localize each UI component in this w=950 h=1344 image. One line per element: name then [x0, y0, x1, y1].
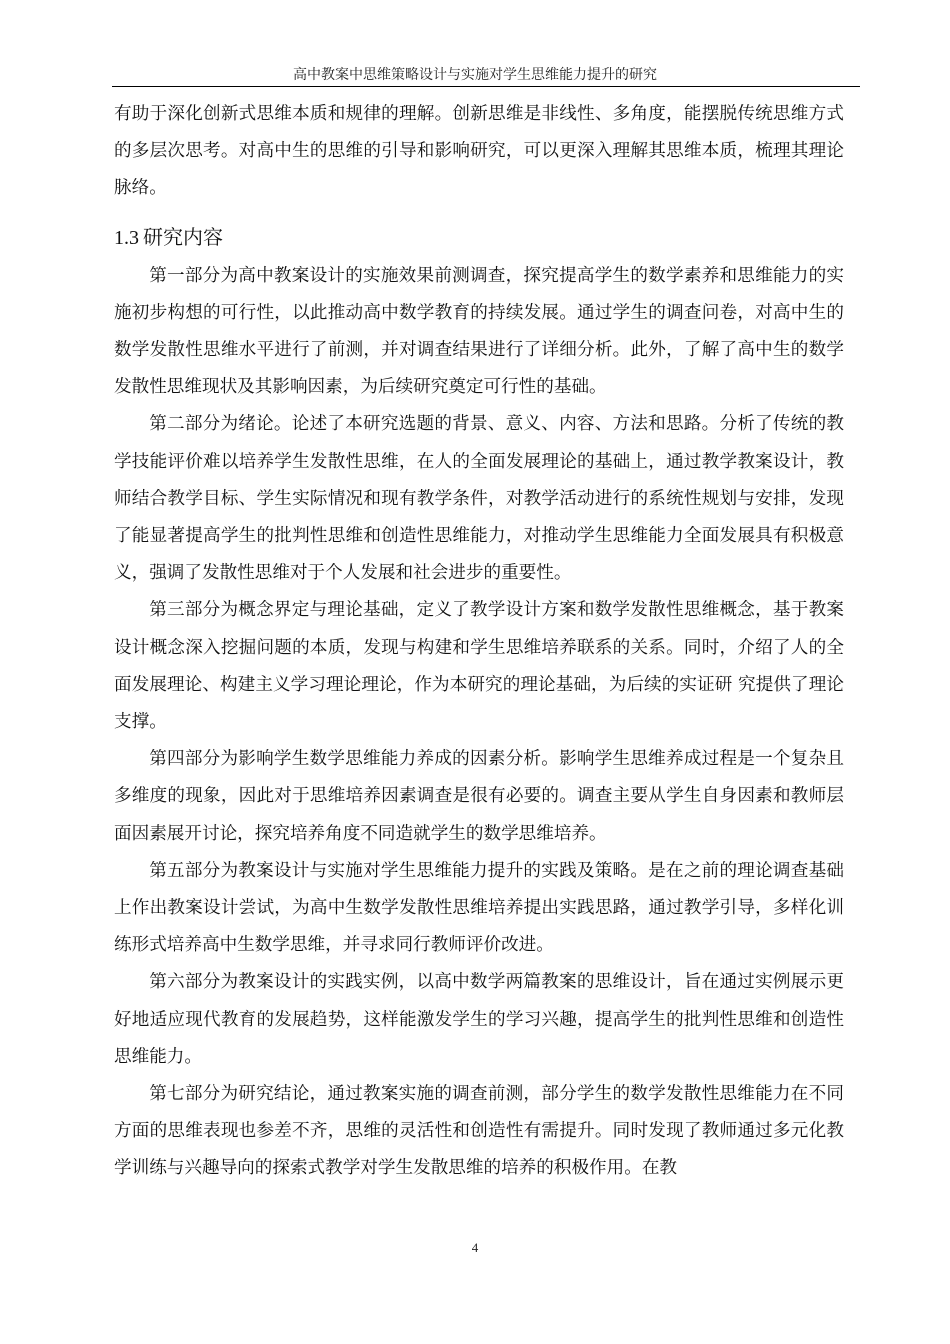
section-number: 1.3	[114, 226, 139, 249]
paragraph-part-4: 第四部分为影响学生数学思维能力养成的因素分析。影响学生思维养成过程是一个复杂且多维度的现象，因此对于思维培养因素调查是很有必要的。调查主要从学生自身因素和教师层面因素展开讨论，探究培养角度不同造就学生的数学思维培养。	[114, 749, 844, 844]
header-rule	[112, 86, 860, 87]
paragraph-part-1: 第一部分为高中教案设计的实施效果前测调查，探究提高学生的数学素养和思维能力的实施初步构想的可行性，以此推动高中数学教育的持续发展。通过学生的调查问卷，对高中生的数学发散性思维水平进行了前测，并对调查结果进行了详细分析。此外，了解了高中生的数学发散性思维现状及其影响因素，为后续研究奠定可行性的基础。	[114, 265, 844, 398]
paragraph-part-7: 第七部分为研究结论，通过教案实施的调查前测，部分学生的数学发散性思维能力在不同方面的思维表现也参差不齐，思维的灵活性和创造性有需提升。同时发现了教师通过多元化教学训练与兴趣导向的探索式教学对学生发散思维的培养的积极作用。在教	[114, 1084, 844, 1179]
page-body	[114, 96, 844, 1188]
section-heading	[114, 221, 844, 254]
running-header: 高中教案中思维策略设计与实施对学生思维能力提升的研究	[293, 67, 657, 83]
paragraph-part-3: 第三部分为概念界定与理论基础，定义了教学设计方案和数学发散性思维概念，基于教案设计概念深入挖掘问题的本质，发现与构建和学生思维培养联系的关系。同时，介绍了人的全面发展理论、构建主义学习理论理论，作为本研究的理论基础，为后续的实证研 究提供了理论支撑。	[114, 600, 844, 733]
paragraph-part-2: 第二部分为绪论。论述了本研究选题的背景、意义、内容、方法和思路。分析了传统的教学技能评价难以培养学生发散性思维，在人的全面发展理论的基础上，通过教学教案设计，教师结合教学目标、学生实际情况和现有教学条件，对教学活动进行的系统性规划与安排，发现了能显著提高学生的批判性思维和创造性思维能力，对推动学生思维能力全面发展具有积极意义，强调了发散性思维对于个人发展和社会进步的重要性。	[114, 414, 844, 584]
section-title: 研究内容	[143, 224, 223, 249]
paragraph-continued: 有助于深化创新式思维本质和规律的理解。创新思维是非线性、多角度，能摆脱传统思维方式的多层次思考。对高中生的思维的引导和影响研究，可以更深入理解其思维本质，梳理其理论脉络。	[114, 104, 844, 199]
paragraph-part-6: 第六部分为教案设计的实践实例，以高中数学两篇教案的思维设计，旨在通过实例展示更好地适应现代教育的发展趋势，这样能激发学生的学习兴趣，提高学生的批判性思维和创造性思维能力。	[114, 972, 844, 1067]
paragraph-part-5: 第五部分为教案设计与实施对学生思维能力提升的实践及策略。是在之前的理论调查基础上作出教案设计尝试，为高中生数学发散性思维培养提出实践思路，通过教学引导，多样化训练形式培养高中生数学思维，并寻求同行教师评价改进。	[114, 860, 844, 956]
page-number: 4	[471, 1240, 479, 1255]
